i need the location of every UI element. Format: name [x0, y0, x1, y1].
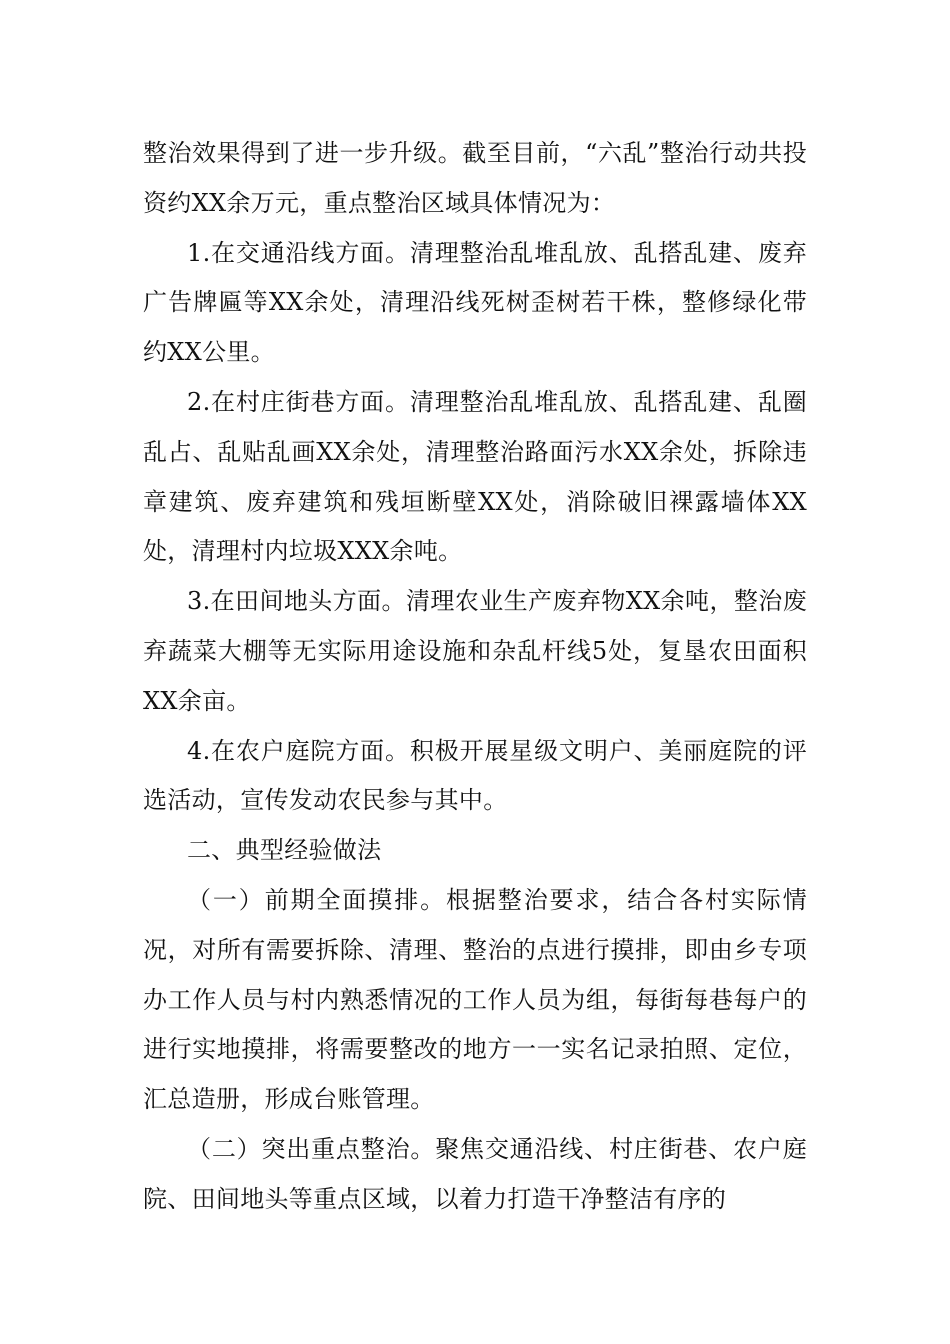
paragraph-subsection-1: （一）前期全面摸排。根据整治要求，结合各村实际情况，对所有需要拆除、清理、整治的点进行摸排，即由乡专项办工作人员与村内熟悉情况的工作人员为组，每街每巷每户的进行实地摸排，将需要整改的地方一一实名记录拍照、定位，汇总造册，形成台账管理。	[143, 885, 807, 1114]
paragraph-item-2-village-streets: 2.在村庄街巷方面。清理整治乱堆乱放、乱搭乱建、乱圈乱占、乱贴乱画XX余处，清理整治路面污水XX余处，拆除违章建筑、废弃建筑和残垣断壁XX处，消除破旧裸露墙体XX处，清理村内垃圾XXX余吨。	[143, 387, 807, 566]
paragraph-subsection-2: （二）突出重点整治。聚焦交通沿线、村庄街巷、农户庭院、田间地头等重点区域，以着力打造干净整洁有序的	[143, 1134, 807, 1213]
paragraph-item-3-fields: 3.在田间地头方面。清理农业生产废弃物XX余吨，整治废弃蔬菜大棚等无实际用途设施和杂乱杆线5处，复垦农田面积XX余亩。	[143, 587, 807, 715]
paragraph-item-4-courtyards: 4.在农户庭院方面。积极开展星级文明户、美丽庭院的评选活动，宣传发动农民参与其中。	[143, 736, 807, 815]
document-body	[143, 129, 807, 1225]
paragraph-item-1-transport: 1.在交通沿线方面。清理整治乱堆乱放、乱搭乱建、废弃广告牌匾等XX余处，清理沿线死树歪树若干株，整修绿化带约XX公里。	[143, 238, 807, 367]
paragraph-continuation: 整治效果得到了进一步升级。截至目前，“六乱”整治行动共投资约XX余万元，重点整治区域具体情况为：	[143, 139, 807, 217]
section-heading-experience: 二、典型经验做法	[187, 836, 382, 865]
